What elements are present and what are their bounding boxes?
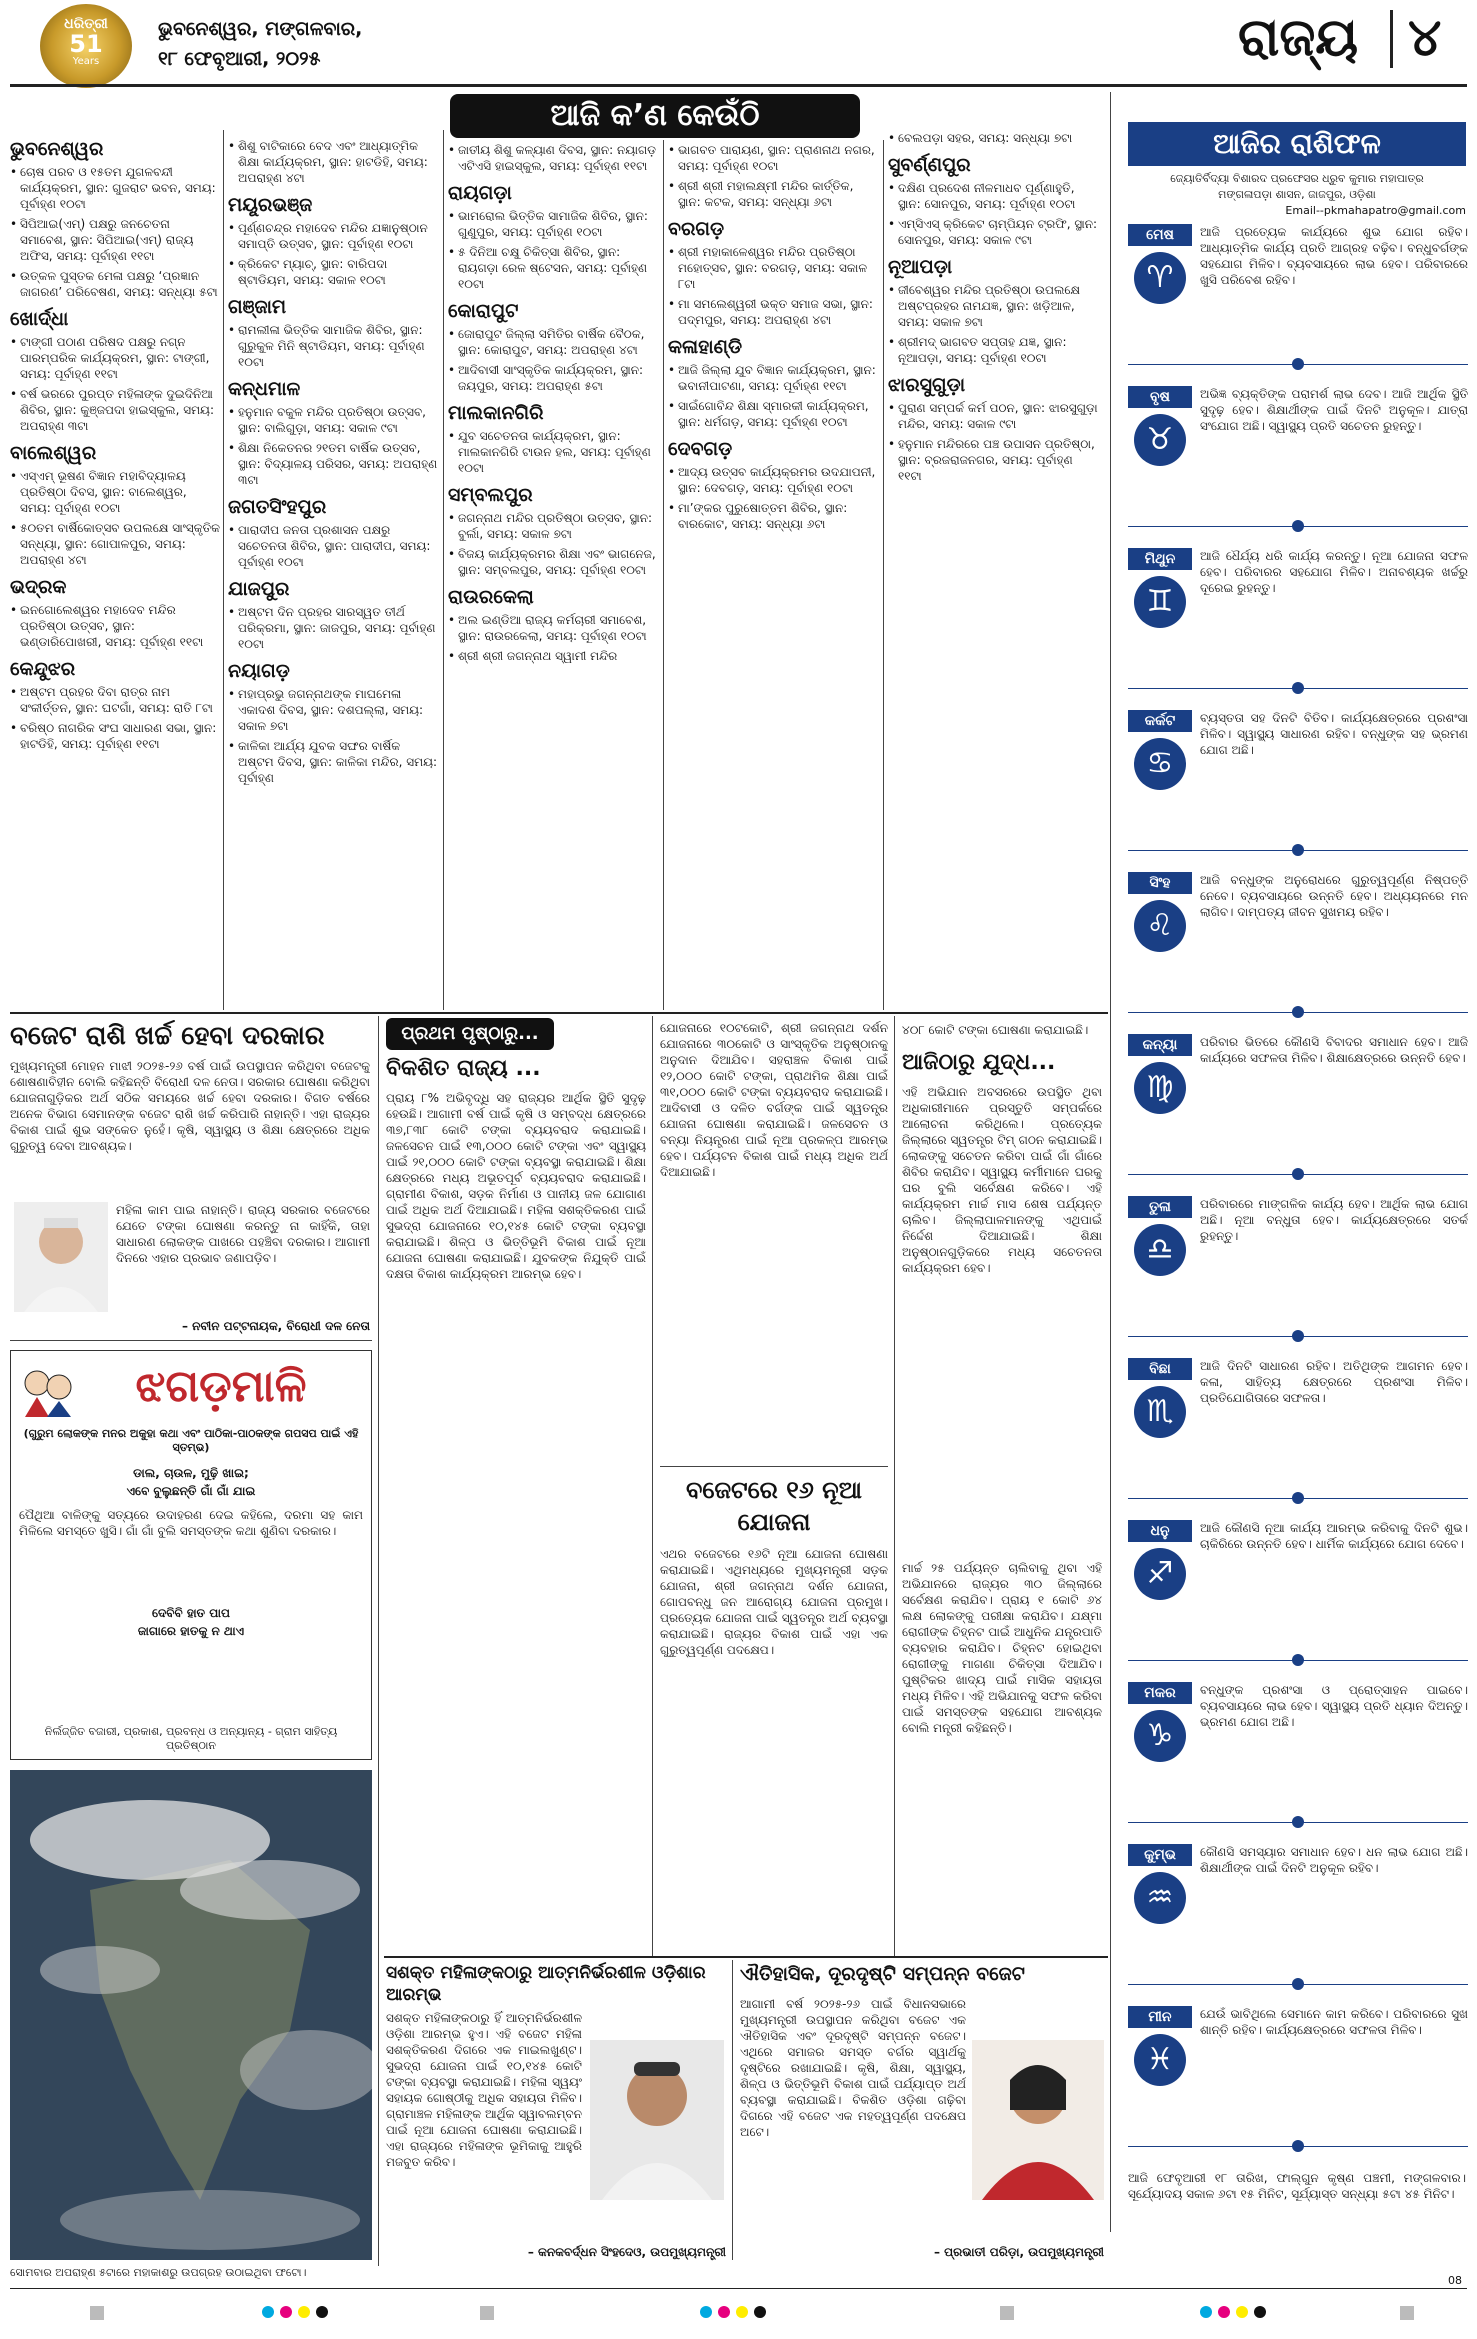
- zodiac-entry: [1128, 1358, 1468, 1512]
- event-item: • ଆଦ୍ୟ ଉତ୍ସବ କାର୍ଯ୍ୟକ୍ରମର ଉଦଯାପନୀ, ସ୍ଥାନ: ଦେବଗଡ଼, ସମୟ: ପୂର୍ବାହ୍ଣ ୧୦ଟା: [668, 464, 878, 496]
- horoscope-footer: ଆଜି ଫେବୃଆରୀ ୧୮ ତାରିଖ, ଫାଲ୍ଗୁନ କୃଷ୍ଣ ପଞ୍ଚମୀ, ମଙ୍ଗଳବାର। ସୂର୍ଯ୍ୟୋଦୟ ସକାଳ ୬ଟା ୧୫ ମିନିଟ, ସୂର୍ଯ୍ୟାସ୍ତ ସନ୍ଧ୍ୟା ୫ଟା ୪୫ ମିନିଟ।: [1128, 2171, 1466, 2201]
- city-heading: ମାଲକାନଗିରି: [448, 402, 544, 424]
- humor-text: ପୈଥିଆ ବାଳିଙ୍କୁ ସତ୍ୟରେ ଉଦାହରଣ ଦେଇ କହିଲେ, ଦରମା ସହ କାମ ମିଳିଲେ ସମସ୍ତେ ଖୁସି। ଗାଁ ଗାଁ ବୁଲି ସମସ୍ତଙ୍କ କଥା ଶୁଣିବା ଦରକାର।: [19, 1508, 363, 1538]
- yuddha-lead: ୪୦୮ କୋଟି ଟଙ୍କା ଘୋଷଣା କରାଯାଇଛି।: [902, 1023, 1089, 1037]
- budget-headline: ବଜେଟ ରାଶି ଖର୍ଚ୍ଚ ହେବା ଦରକାର: [10, 1021, 325, 1051]
- humor-quote-2: ଜାଗାରେ ହାତକୁ ନ ଥାଏ: [137, 1624, 245, 1638]
- logo-sub: Years: [72, 56, 100, 67]
- masthead: [0, 0, 1477, 92]
- zodiac-entry: [1128, 224, 1468, 378]
- zodiac-text: ଆଜି ପ୍ରତ୍ୟେକ କାର୍ଯ୍ୟରେ ଶୁଭ ଯୋଗ ରହିବ। ଆଧ୍ୟାତ୍ମିକ କାର୍ଯ୍ୟ ପ୍ରତି ଆଗ୍ରହ ବଢ଼ିବ। ବନ୍ଧୁବର୍ଗଙ୍କ ସହଯୋଗ ମିଳିବ। ବ୍ୟବସାୟରେ ଲାଭ ହେବ। ପରିବାରରେ ଖୁସି ପରିବେଶ ରହିବ।: [1200, 225, 1468, 287]
- divider: [443, 130, 444, 1010]
- city-heading: ଖୋର୍ଦ୍ଧା: [10, 308, 69, 330]
- divider: [384, 1956, 1108, 1958]
- city-heading: ଗଞ୍ଜାମ: [228, 296, 287, 318]
- zodiac-sign-icon: ♊: [1134, 576, 1186, 628]
- humor-box: [10, 1350, 372, 1760]
- city-heading: ଯାଜପୁର: [228, 578, 290, 600]
- zodiac-text: ପରିବାର ଭିତରେ କୌଣସି ବିବାଦର ସମାଧାନ ହେବ। ଆଜି କାର୍ଯ୍ୟରେ ସଫଳତା ମିଳିବ। ଶିକ୍ଷାକ୍ଷେତ୍ରରେ ଉନ୍ନତି ହେବ।: [1200, 1035, 1468, 1065]
- zodiac-entry: [1128, 710, 1468, 864]
- logo-years: 51: [69, 30, 103, 58]
- header-divider: [1390, 10, 1393, 68]
- divider: [652, 1016, 653, 1956]
- zodiac-text: ଆଜି କୌଣସି ନୂଆ କାର୍ଯ୍ୟ ଆରମ୍ଭ କରିବାକୁ ଦିନଟି ଶୁଭ। ଚାକିରିରେ ଉନ୍ନତି ହେବ। ଧାର୍ମିକ କାର୍ଯ୍ୟରେ ଯୋଗ ଦେବେ।: [1200, 1521, 1468, 1551]
- yuddha-body: ଏହି ଅଭିଯାନ ଅବସରରେ ଉପସ୍ଥିତ ଥିବା ଅଧିକାରୀମାନେ ପ୍ରସ୍ତୁତି ସମ୍ପର୍କରେ ଆଲୋଚନା କରିଥିଲେ। ପ୍ରତ୍ୟେକ ଜିଲ୍ଲାରେ ସ୍ୱତନ୍ତ୍ର ଟିମ୍ ଗଠନ କରାଯାଇଛି। ଲୋକଙ୍କୁ ସଚେତନ କରିବା ପାଇଁ ଗାଁ ଗାଁରେ ଶିବିର କରାଯିବ। ସ୍ୱାସ୍ଥ୍ୟ କର୍ମୀମାନେ ଘରକୁ ଘର ବୁଲି ସର୍ବେକ୍ଷଣ କରିବେ। ଏହି କାର୍ଯ୍ୟକ୍ରମ ମାର୍ଚ୍ଚ ମାସ ଶେଷ ପର୍ଯ୍ୟନ୍ତ ଚାଲିବ। ଜିଲ୍ଲାପାଳମାନଙ୍କୁ ଏଥିପାଇଁ ନିର୍ଦ୍ଦେଶ ଦିଆଯାଇଛି। ଶିକ୍ଷା ଅନୁଷ୍ଠାନଗୁଡ଼ିକରେ ମଧ୍ୟ ସଚେତନତା କାର୍ଯ୍ୟକ୍ରମ ହେବ।: [902, 1085, 1102, 1275]
- event-item: • ମହାପ୍ରଭୁ ଜଗନ୍ନାଥଙ୍କ ମାଘମେଳା ଏକାଦଶ ଦିବସ, ସ୍ଥାନ: ଦଶପଲ୍ଲା, ସମୟ: ସକାଳ ୭ଟା: [228, 686, 438, 734]
- event-item: • ଜୋରାପୁଟ ଜିଲ୍ଲା ସମିତିର ବାର୍ଷିକ ବୈଠକ, ସ୍ଥାନ: କୋରାପୁଟ, ସମୟ: ଅପରାହ୍ଣ ୪ଟା: [448, 326, 658, 358]
- events-col-5: [888, 130, 1098, 1010]
- horoscope-email: Email--pkmahapatro@gmail.com: [1285, 204, 1466, 217]
- continuation-tag: [386, 1018, 554, 1050]
- city-heading: କନ୍ଧମାଳ: [228, 378, 301, 400]
- city-heading: ରାୟଗଡ଼ା: [448, 182, 512, 204]
- event-item: • ହନୁମାନ ମନ୍ଦିରରେ ପଞ୍ଚ ଉପାସନ ପ୍ରତିଷ୍ଠା, ସ୍ଥାନ: ବ୍ରଜରାଜନଗର, ସମୟ: ପୂର୍ବାହ୍ଣ ୧୧ଟା: [888, 436, 1098, 484]
- zodiac-sign-icon: ♌: [1134, 900, 1186, 952]
- event-item: • ସିପିଆଇ(ଏମ୍) ପକ୍ଷରୁ ଜନଚେତନା ସମାବେଶ, ସ୍ଥାନ: ସିପିଆଇ(ଏମ୍) ରାଜ୍ୟ ଅଫିସ, ସମୟ: ପୂର୍ବାହ୍ଣ ୧୧ଟା: [10, 216, 220, 264]
- logo-text: ଧରିତ୍ରୀ: [64, 16, 108, 32]
- minister-photo-male: [590, 2040, 724, 2200]
- divider: [10, 1012, 1108, 1014]
- divider-dot: [1292, 1006, 1304, 1018]
- logo: [40, 4, 132, 88]
- zodiac-sign-icon: ♉: [1134, 414, 1186, 466]
- event-item: • ଆଦିବାସୀ ସାଂସ୍କୃତିକ କାର୍ଯ୍ୟକ୍ରମ, ସ୍ଥାନ: ଜୟପୁର, ସମୟ: ଅପରାହ୍ଣ ୫ଟା: [448, 362, 658, 394]
- zodiac-sign-icon: ♓: [1134, 2034, 1186, 2086]
- zodiac-text: ପରିବାରରେ ମାଙ୍ଗଳିକ କାର୍ଯ୍ୟ ହେବ। ଆର୍ଥିକ ଲାଭ ଯୋଗ ଅଛି। ନୂଆ ବନ୍ଧୁତା ହେବ। କାର୍ଯ୍ୟକ୍ଷେତ୍ରରେ ସତର୍କ ରୁହନ୍ତୁ।: [1200, 1197, 1468, 1243]
- continuation-headline: ବିକଶିତ ରାଜ୍ୟ ...: [386, 1056, 541, 1081]
- city-heading: ଭଦ୍ରକ: [10, 576, 67, 598]
- new-schemes-headline: ବଜେଟରେ ୧୬ ନୂଆ ଯୋଜନା: [686, 1476, 862, 1536]
- humor-footer: ନିର୍ଲଜ୍ଜିତ ବଜାରୀ, ପ୍ରକାଶ, ପ୍ରବନ୍ଧ ଓ ଅନ୍ୟାନ୍ୟ - ଗ୍ରାମ ସାହିତ୍ୟ ପ୍ରତିଷ୍ଠାନ: [44, 1725, 338, 1752]
- city-heading: ସୁବର୍ଣ୍ଣପୁର: [888, 154, 971, 176]
- zodiac-name: ମୀନ: [1128, 2006, 1192, 2028]
- zodiac-entry: [1128, 872, 1468, 1026]
- zodiac-name: ବୃଷ: [1128, 386, 1192, 408]
- events-banner-title: ଆଜି କ’ଣ କେଉଁଠି: [550, 98, 760, 133]
- event-item: • ବେଲପଡ଼ା ସହର, ସମୟ: ସନ୍ଧ୍ୟା ୭ଟା: [888, 130, 1098, 146]
- zodiac-text: ଅଭିଜ୍ଞ ବ୍ୟକ୍ତିଙ୍କ ପରାମର୍ଶ ଲାଭ ଦେବ। ଆଜି ଆର୍ଥିକ ସ୍ଥିତି ସୁଦୃଢ଼ ହେବ। ଶିକ୍ଷାର୍ଥୀଙ୍କ ପାଇଁ ଦିନଟି ଅନୁକୂଳ। ଯାତ୍ରା ସଂଯୋଗ ଅଛି। ସ୍ୱାସ୍ଥ୍ୟ ପ୍ରତି ସଚେତନ ରୁହନ୍ତୁ।: [1200, 387, 1468, 433]
- event-item: • ବରିଷ୍ଠ ନାଗରିକ ସଂଘ ସାଧାରଣ ସଭା, ସ୍ଥାନ: ହାଟଡିହି, ସମୟ: ପୂର୍ବାହ୍ଣ ୧୧ଟା: [10, 720, 220, 752]
- zodiac-name: ସିଂହ: [1128, 872, 1192, 894]
- event-item: • ଅଷ୍ଟମ ଦିନ ପ୍ରହର ସାରସ୍ୱତ ତୀର୍ଥ ପରିକ୍ରମା, ସ୍ଥାନ: ଜାଜପୁର, ସମୟ: ପୂର୍ବାହ୍ଣ ୧୦ଟା: [228, 604, 438, 652]
- divider-dot: [1292, 844, 1304, 856]
- event-item: • ଆଜି ଜିଲ୍ଲା ଯୁବ ବିଜ୍ଞାନ କାର୍ଯ୍ୟକ୍ରମ, ସ୍ଥାନ: ଭବାନୀପାଟଣା, ସମୟ: ପୂର୍ବାହ୍ଣ ୧୧ଟା: [668, 362, 878, 394]
- divider-dot: [1292, 1168, 1304, 1180]
- event-item: • ଇନଗୋଲେଶ୍ୱର ମହାଦେବ ମନ୍ଦିର ପ୍ରତିଷ୍ଠା ଉତ୍ସବ, ସ୍ଥାନ: ଭଣ୍ଡାରିପୋଖରୀ, ସମୟ: ପୂର୍ବାହ୍ଣ ୧୧ଟା: [10, 602, 220, 650]
- zodiac-entry: [1128, 1844, 1468, 1998]
- dateline: ଭୁବନେଶ୍ୱର, ମଙ୍ଗଳବାର,: [158, 18, 363, 40]
- event-item: • ସାଇଁଗୋବିନ୍ଦ ଶିକ୍ଷା ସ୍ମାରକୀ କାର୍ଯ୍ୟକ୍ରମ, ସ୍ଥାନ: ଧର୍ମଗଡ଼, ସମୟ: ପୂର୍ବାହ୍ଣ ୧୦ଟା: [668, 398, 878, 430]
- event-item: • ୫୦ତମ ବାର୍ଷିକୋତ୍ସବ ଉପଲକ୍ଷେ ସାଂସ୍କୃତିକ ସନ୍ଧ୍ୟା, ସ୍ଥାନ: ଗୋପାଳପୁର, ସମୟ: ଅପରାହ୍ଣ ୪ଟା: [10, 520, 220, 568]
- date: ୧୮ ଫେବୃଆରୀ, ୨୦୨୫: [158, 48, 321, 70]
- events-col-2: [228, 138, 438, 1010]
- events-col-1: [10, 130, 220, 1010]
- budget-body: [10, 1058, 370, 1198]
- event-item: • ଶିକ୍ଷା ନିକେତନର ୨୧ତମ ବାର୍ଷିକ ଉତ୍ସବ, ସ୍ଥାନ: ବିଦ୍ୟାଳୟ ପରିସର, ସମୟ: ଅପରାହ୍ଣ ୩ଟା: [228, 440, 438, 488]
- event-item: • କାଳିକା ଆର୍ଯ୍ୟ ଯୁବକ ସଙ୍ଘର ବାର୍ଷିକ ଅଷ୍ଟମ ଦିବସ, ସ୍ଥାନ: କାଳିକା ମନ୍ଦିର, ସମୟ: ପୂର୍ବାହ୍ଣ: [228, 738, 438, 786]
- zodiac-name: ମେଷ: [1128, 224, 1192, 246]
- event-item: • ଶ୍ରୀ ମହାକାଳେଶ୍ୱର ମନ୍ଦିର ପ୍ରତିଷ୍ଠା ମହୋତ୍ସବ, ସ୍ଥାନ: ବରଗଡ଼, ସମୟ: ସକାଳ ୮ଟା: [668, 244, 878, 292]
- zodiac-text: କୌଣସି ସମସ୍ୟାର ସମାଧାନ ହେବ। ଧନ ଲାଭ ଯୋଗ ଅଛି। ଶିକ୍ଷାର୍ଥୀଙ୍କ ପାଇଁ ଦିନଟି ଅନୁକୂଳ ରହିବ।: [1200, 1845, 1468, 1875]
- humor-line-1: ଡାଲ, ଚାଉଳ, ମୁଢ଼ି ଖାଇ;: [133, 1466, 249, 1480]
- zodiac-sign-icon: ♈: [1134, 252, 1186, 304]
- budget-body-2: ମହିଳା କାମ ପାଇ ନାହାନ୍ତି। ରାଜ୍ୟ ସରକାର ବଜେଟରେ ଯେତେ ଟଙ୍କା ଘୋଷଣା କରନ୍ତୁ ନା କାହିଁକି, ତାହା ସାଧାରଣ ଲୋକଙ୍କ ପାଖରେ ପହଞ୍ଚିବା ଦରକାର। ଆଗାମୀ ଦିନରେ ଏହାର ପ୍ରଭାବ ଜଣାପଡ଼ିବ।: [116, 1203, 370, 1265]
- event-item: • ପୁରାଣ ସମ୍ପର୍କ କର୍ମ ପଠନ, ସ୍ଥାନ: ଝାରସୁଗୁଡ଼ା ମନ୍ଦିର, ସମୟ: ସକାଳ ୯ଟା: [888, 400, 1098, 432]
- city-heading: ଭୁବନେଶ୍ୱର: [10, 138, 104, 160]
- divider: [663, 140, 664, 1010]
- zodiac-entry: [1128, 386, 1468, 540]
- zodiac-entry: [1128, 548, 1468, 702]
- page-number: ୪: [1408, 8, 1442, 68]
- zodiac-text: ଆଜି ଧୈର୍ଯ୍ୟ ଧରି କାର୍ଯ୍ୟ କରନ୍ତୁ। ନୂଆ ଯୋଜନା ସଫଳ ହେବ। ପରିବାରର ସହଯୋଗ ମିଳିବ। ଅନାବଶ୍ୟକ ଖର୍ଚ୍ଚରୁ ଦୂରେଇ ରୁହନ୍ତୁ।: [1200, 549, 1468, 595]
- event-item: • ପାରାଦୀପ ଜନତା ପ୍ରଶାସନ ପକ୍ଷରୁ ସଚେତନତା ଶିବିର, ସ୍ଥାନ: ପାରାଦୀପ, ସମୟ: ପୂର୍ବାହ୍ଣ ୧୦ଟା: [228, 522, 438, 570]
- satellite-caption: ସୋମବାର ଅପରାହ୍ଣ ୫ଟାରେ ମହାକାଶରୁ ଉପଗ୍ରହ ଉଠାଇଥିବା ଫଟୋ।: [10, 2266, 307, 2279]
- yuddha-body-2: ମାର୍ଚ୍ଚ ୨୫ ପର୍ଯ୍ୟନ୍ତ ଚାଲିବାକୁ ଥିବା ଏହି ଅଭିଯାନରେ ରାଜ୍ୟର ୩୦ ଜିଲ୍ଲାରେ ସର୍ବେକ୍ଷଣ କରାଯିବ। ପ୍ରାୟ ୧ କୋଟି ୬୪ ଲକ୍ଷ ଲୋକଙ୍କୁ ପରୀକ୍ଷା କରାଯିବ। ଯକ୍ଷ୍ମା ରୋଗୀଙ୍କ ଚିହ୍ନଟ ପାଇଁ ଆଧୁନିକ ଯନ୍ତ୍ରପାତି ବ୍ୟବହାର କରାଯିବ। ଚିହ୍ନଟ ହୋଇଥିବା ରୋଗୀଙ୍କୁ ମାଗଣା ଚିକିତ୍ସା ଦିଆଯିବ। ପୁଷ୍ଟିକର ଖାଦ୍ୟ ପାଇଁ ମାସିକ ସହାୟତା ମଧ୍ୟ ମିଳିବ। ଏହି ଅଭିଯାନକୁ ସଫଳ କରିବା ପାଇଁ ସମସ୍ତଙ୍କ ସହଯୋଗ ଆବଶ୍ୟକ ବୋଲି ମନ୍ତ୍ରୀ କହିଛନ୍ତି।: [902, 1561, 1102, 1735]
- zodiac-sign-icon: ♎: [1134, 1224, 1186, 1276]
- event-item: • ୫ ଦିନିଆ ଚକ୍ଷୁ ଚିକିତ୍ସା ଶିବିର, ସ୍ଥାନ: ରାୟଗଡ଼ା ରେଳ ଷ୍ଟେସନ, ସମୟ: ପୂର୍ବାହ୍ଣ ୧୦ଟା: [448, 244, 658, 292]
- divider-dot: [1292, 1492, 1304, 1504]
- city-heading: ବାଲେଶ୍ୱର: [10, 442, 97, 464]
- city-heading: କୋରାପୁଟ: [448, 300, 519, 322]
- event-item: • ଶ୍ରୀ ଶ୍ରୀ ଜଗନ୍ନାଥ ସ୍ୱାମୀ ମନ୍ଦିର: [448, 648, 658, 664]
- horoscope-title: ଆଜିର ରାଶିଫଳ: [1213, 127, 1381, 160]
- divider: [732, 1960, 733, 2260]
- zodiac-name: ବିଛା: [1128, 1358, 1192, 1380]
- divider-dot: [1292, 682, 1304, 694]
- city-heading: ଝାରସୁଗୁଡ଼ା: [888, 374, 966, 396]
- event-item: • ଭାମରୋଲ ଭିତ୍ତିକ ସାମାଜିକ ଶିବିର, ସ୍ଥାନ: ଗୁଣୁପୁର, ସମୟ: ପୂର୍ବାହ୍ଣ ୧୦ଟା: [448, 208, 658, 240]
- horoscope-address: ମଙ୍ଗଳାପଡ଼ା ଶାସନ, ଜାଜପୁର, ଓଡ଼ିଶା: [1218, 188, 1376, 201]
- women-body: ସଶକ୍ତ ମହିଳାଙ୍କଠାରୁ ହିଁ ଆତ୍ମନିର୍ଭରଶୀଳ ଓଡ଼ିଶା ଆରମ୍ଭ ହୁଏ। ଏହି ବଜେଟ ମହିଳା ସଶକ୍ତିକରଣ ଦିଗରେ ଏକ ମାଇଲଖୁଣ୍ଟ। ସୁଭଦ୍ରା ଯୋଜନା ପାଇଁ ୧୦,୧୪୫ କୋଟି ଟଙ୍କା ବ୍ୟବସ୍ଥା କରାଯାଇଛି। ମହିଳା ସ୍ୱୟଂ ସହାୟକ ଗୋଷ୍ଠୀକୁ ଅଧିକ ସହାୟତା ମିଳିବ। ଗ୍ରାମାଞ୍ଚଳ ମହିଳାଙ୍କ ଆର୍ଥିକ ସ୍ୱାବଲମ୍ବନ ପାଇଁ ନୂଆ ଯୋଜନା ଘୋଷଣା କରାଯାଇଛି। ଏହା ରାଜ୍ୟରେ ମହିଳାଙ୍କ ଭୂମିକାକୁ ଆହୁରି ମଜବୁତ କରିବ।: [386, 2011, 582, 2169]
- zodiac-text: ବନ୍ଧୁଙ୍କ ପ୍ରଶଂସା ଓ ପ୍ରୋତ୍ସାହନ ପାଇବେ। ବ୍ୟବସାୟରେ ଲାଭ ହେବ। ସ୍ୱାସ୍ଥ୍ୟ ପ୍ରତି ଧ୍ୟାନ ଦିଅନ୍ତୁ। ଭ୍ରମଣ ଯୋଗ ଅଛି।: [1200, 1683, 1468, 1729]
- continuation-body-2: ଯୋଜନାରେ ୧୦ଟକୋଟି, ଶ୍ରୀ ଜଗନ୍ନାଥ ଦର୍ଶନ ଯୋଜନାରେ ୩୦କୋଟି ଓ ସାଂସ୍କୃତିକ ଅନୁଷ୍ଠାନକୁ ଅନୁଦାନ ଦିଆଯିବ। ସହରାଞ୍ଚଳ ବିକାଶ ପାଇଁ ୧୨,୦୦୦ କୋଟି ଟଙ୍କା, ପ୍ରାଥମିକ ଶିକ୍ଷା ପାଇଁ ୩୧,୦୦୦ କୋଟି ଟଙ୍କା ବ୍ୟୟବରାଦ କରାଯାଇଛି। ଆଦିବାସୀ ଓ ଦଳିତ ବର୍ଗଙ୍କ ପାଇଁ ସ୍ୱତନ୍ତ୍ର ଯୋଜନା ଘୋଷଣା କରାଯାଇଛି। ଜଳସେଚନ ଓ ବନ୍ୟା ନିୟନ୍ତ୍ରଣ ପାଇଁ ନୂଆ ପ୍ରକଳ୍ପ ଆରମ୍ଭ ହେବ। ପର୍ଯ୍ୟଟନ ବିକାଶ ପାଇଁ ମଧ୍ୟ ଅଧିକ ଅର୍ଥ ଦିଆଯାଇଛି।: [660, 1021, 888, 1179]
- event-item: • ହନୁମାନ ବକୁଳ ମନ୍ଦିର ପ୍ରତିଷ୍ଠା ଉତ୍ସବ, ସ୍ଥାନ: ବାଲିଗୁଡ଼ା, ସମୟ: ସକାଳ ୯ଟା: [228, 404, 438, 436]
- city-heading: ମୟୂରଭଞ୍ଜ: [228, 194, 313, 216]
- city-heading: ଜଗତସିଂହପୁର: [228, 496, 327, 518]
- city-heading: ବରଗଡ଼: [668, 218, 725, 240]
- event-item: • ରାମଲୀଳା ଭିତ୍ତିକ ସାମାଜିକ ଶିବିର, ସ୍ଥାନ: ଗୁରୁକୁଳ ମିନି ଷ୍ଟାଡିୟମ, ସମୟ: ପୂର୍ବାହ୍ଣ ୧୦ଟା: [228, 322, 438, 370]
- zodiac-sign-icon: ♑: [1134, 1710, 1186, 1762]
- event-item: • ଉତ୍କଳ ପୁସ୍ତକ ମେଳା ପକ୍ଷରୁ ‘ପ୍ରଜ୍ଞାନ ଜାଗରଣ’ ପରିବେଷଣ, ସମୟ: ସନ୍ଧ୍ୟା ୫ଟା: [10, 268, 220, 300]
- zodiac-entry: [1128, 2006, 1468, 2160]
- events-col-4: [668, 142, 878, 1010]
- city-heading: ନୟାଗଡ଼: [228, 660, 290, 682]
- yuddha-headline: ଆଜିଠାରୁ ଯୁଦ୍ଧ...: [902, 1050, 1056, 1075]
- event-item: • ଜାତୀୟ ଶିଶୁ କଳ୍ୟାଣ ଦିବସ, ସ୍ଥାନ: ନୟାଗଡ଼ ଏଟିଏସି ହାଇସ୍କୁଲ, ସମୟ: ପୂର୍ବାହ୍ଣ ୧୧ଟା: [448, 142, 658, 174]
- humor-title: ଝଗଡ଼ମାଳି: [135, 1361, 307, 1412]
- zodiac-sign-icon: ♐: [1134, 1548, 1186, 1600]
- zodiac-sign-icon: ♏: [1134, 1386, 1186, 1438]
- city-heading: ନୂଆପଡ଼ା: [888, 256, 953, 278]
- portrait-photo: [14, 1202, 108, 1312]
- zodiac-name: ମିଥୁନ: [1128, 548, 1192, 570]
- event-item: • ଟାଙ୍ଗୀ ପଠାଣ ପରିଷଦ ପକ୍ଷରୁ ନଗ୍ନ ପାରମ୍ପରିକ କାର୍ଯ୍ୟକ୍ରମ, ସ୍ଥାନ: ଟାଙ୍ଗୀ, ସମୟ: ପୂର୍ବାହ୍ଣ ୧୧ଟା: [10, 334, 220, 382]
- minister-photo-female: [972, 2040, 1104, 2200]
- city-heading: ସମ୍ବଲପୁର: [448, 484, 533, 506]
- budget-quote-by: – ନବୀନ ପଟ୍ଟନାୟକ, ବିରୋଧୀ ଦଳ ନେତା: [181, 1319, 370, 1333]
- divider: [1110, 92, 1111, 2232]
- humor-subtitle: (ଗୁରୁମ ଲୋକଙ୍କ ମନର ଅକୁହା କଥା ଏବଂ ପାଠିକା-ପାଠକଙ୍କ ଗପସପ ପାଇଁ ଏହି ସ୍ତମ୍ଭ): [23, 1427, 359, 1454]
- zodiac-text: ବ୍ୟସ୍ତତା ସହ ଦିନଟି ବିତିବ। କାର୍ଯ୍ୟକ୍ଷେତ୍ରରେ ପ୍ରଶଂସା ମିଳିବ। ସ୍ୱାସ୍ଥ୍ୟ ସାଧାରଣ ରହିବ। ବନ୍ଧୁଙ୍କ ସହ ଭ୍ରମଣ ଯୋଗ ଅଛି।: [1200, 711, 1468, 757]
- event-item: • ମା ସମଲେଶ୍ୱରୀ ଭକ୍ତ ସମାଜ ସଭା, ସ୍ଥାନ: ପଦ୍ମପୁର, ସମୟ: ଅପରାହ୍ଣ ୪ଟା: [668, 296, 878, 328]
- humor-quote: ଦେବିବି ହାତ ପାପ: [152, 1606, 230, 1620]
- continuation-body: ପ୍ରାୟ ୮% ଅଭିବୃଦ୍ଧି ସହ ରାଜ୍ୟର ଆର୍ଥିକ ସ୍ଥିତି ସୁଦୃଢ଼ ହେଉଛି। ଆଗାମୀ ବର୍ଷ ପାଇଁ କୃଷି ଓ ସମ୍ବଦ୍ଧ କ୍ଷେତ୍ରରେ ୩୭,୮୩୮ କୋଟି ଟଙ୍କା ବ୍ୟୟବରାଦ କରାଯାଇଛି। ଜଳସେଚନ ପାଇଁ ୧୩,୦୦୦ କୋଟି ଟଙ୍କା ଏବଂ ସ୍ୱାସ୍ଥ୍ୟ ପାଇଁ ୨୧,୦୦୦ କୋଟି ଟଙ୍କା ବ୍ୟବସ୍ଥା କରାଯାଇଛି। ଶିକ୍ଷା କ୍ଷେତ୍ରରେ ମଧ୍ୟ ଅଭୂତପୂର୍ବ ବ୍ୟୟବରାଦ କରାଯାଇଛି। ଗ୍ରାମୀଣ ବିକାଶ, ସଡ଼କ ନିର୍ମାଣ ଓ ପାନୀୟ ଜଳ ଯୋଗାଣ ପାଇଁ ଅଧିକ ଅର୍ଥ ଦିଆଯାଇଛି। ମହିଳା ସଶକ୍ତିକରଣ ପାଇଁ ସୁଭଦ୍ରା ଯୋଜନାରେ ୧୦,୧୪୫ କୋଟି ଟଙ୍କା ବ୍ୟବସ୍ଥା କରାଯାଇଛି। ଶିଳ୍ପ ଓ ଭିତ୍ତିଭୂମି ବିକାଶ ପାଇଁ ନୂଆ ଯୋଜନା ଘୋଷଣା କରାଯାଇଛି। ଯୁବକଙ୍କ ନିଯୁକ୍ତି ପାଇଁ ଦକ୍ଷତା ବିକାଶ କାର୍ଯ୍ୟକ୍ରମ ଆରମ୍ଭ ହେବ।: [386, 1091, 646, 1281]
- horoscope-byline: ଜ୍ୟୋତିର୍ବିଦ୍ୟା ବିଶାରଦ ପ୍ରଫେସର ଧ୍ରୁବ କୁମାର ମହାପାତ୍ର: [1170, 172, 1424, 185]
- event-item: • ମା’ଙ୍କର ପୁରୁଷୋତ୍ତମ ଶିବିର, ସ୍ଥାନ: ବାରକୋଟ, ସମୟ: ସନ୍ଧ୍ୟା ୬ଟା: [668, 500, 878, 532]
- budget-body-text: ମୁଖ୍ୟମନ୍ତ୍ରୀ ମୋହନ ମାଝୀ ୨୦୨୫-୨୬ ବର୍ଷ ପାଇଁ ଉପସ୍ଥାପନ କରିଥିବା ବଜେଟକୁ ଶୋଷଣାବିହୀନ ବୋଲି କହିଛନ୍ତି ବିରୋଧୀ ଦଳ ନେତା। ସରକାର ଘୋଷଣା କରିଥିବା ଯୋଜନାଗୁଡ଼ିକର ଅର୍ଥ ସଠିକ ସମୟରେ ଖର୍ଚ୍ଚ ହେବା ଦରକାର। ବିଗତ ବର୍ଷରେ ଅନେକ ବିଭାଗ ସେମାନଙ୍କ ବଜେଟ ରାଶି ଖର୍ଚ୍ଚ କରିପାରି ନାହାନ୍ତି। ଏହା ରାଜ୍ୟର ବିକାଶ ପାଇଁ ଶୁଭ ସଙ୍କେତ ନୁହେଁ। କୃଷି, ସ୍ୱାସ୍ଥ୍ୟ ଓ ଶିକ୍ଷା କ୍ଷେତ୍ରରେ ଅଧିକ ଗୁରୁତ୍ୱ ଦେବା ଆବଶ୍ୟକ।: [10, 1059, 370, 1153]
- event-item: • ଶିଶୁ ବାଟିକାରେ ବେଦ ଏବଂ ଆଧ୍ୟାତ୍ମିକ ଶିକ୍ଷା କାର୍ଯ୍ୟକ୍ରମ, ସ୍ଥାନ: ହାଟଡିହି, ସମୟ: ଅପରାହ୍ଣ ୪ଟା: [228, 138, 438, 186]
- zodiac-sign-icon: ♋: [1134, 738, 1186, 790]
- divider: [223, 130, 224, 1010]
- page-footer-number: 08: [1448, 2274, 1462, 2287]
- header-rule: [10, 84, 1467, 87]
- event-item: • ପୂର୍ଣ୍ଣଚନ୍ଦ୍ର ମହାଦେବ ମନ୍ଦିର ଯଜ୍ଞାନୁଷ୍ଠାନ ସମାପ୍ତି ଉତ୍ସବ, ସ୍ଥାନ: ପୂର୍ବାହ୍ଣ ୧୦ଟା: [228, 220, 438, 252]
- city-heading: ରାଉରକେଲା: [448, 586, 534, 608]
- horoscope-title-bar: [1128, 122, 1466, 166]
- zodiac-name: କନ୍ୟା: [1128, 1034, 1192, 1056]
- zodiac-entry: [1128, 1034, 1468, 1188]
- zodiac-text: ଯେଉଁ ଭାବିଥିଲେ ସେମାନେ କାମ କରିବେ। ପରିବାରରେ ସୁଖ ଶାନ୍ତି ରହିବ। କାର୍ଯ୍ୟକ୍ଷେତ୍ରରେ ସଫଳତା ମିଳିବ।: [1200, 2007, 1468, 2037]
- event-item: • ଜଗନ୍ନାଥ ମନ୍ଦିର ପ୍ରତିଷ୍ଠା ଉତ୍ସବ, ସ୍ଥାନ: ବୁର୍ଲା, ସମୟ: ସକାଳ ୭ଟା: [448, 510, 658, 542]
- event-item: • ଦକ୍ଷିଣ ପ୍ରଦେଶ ନୀଳମାଧବ ପୂର୍ଣ୍ଣାହୁତି, ସ୍ଥାନ: ସୋନପୁର, ସମୟ: ପୂର୍ବାହ୍ଣ ୧୦ଟା: [888, 180, 1098, 212]
- city-heading: ଦେବଗଡ଼: [668, 438, 733, 460]
- zodiac-sign-icon: ♒: [1134, 1872, 1186, 1924]
- event-item: • ଶ୍ରୀମଦ୍ ଭାଗବତ ସପ୍ତାହ ଯଜ୍ଞ, ସ୍ଥାନ: ନୂଆପଡ଼ା, ସମୟ: ପୂର୍ବାହ୍ଣ ୧୦ଟା: [888, 334, 1098, 366]
- event-item: • ଅଷ୍ଟମ ପ୍ରହର ଦିବା ରାତ୍ର ନାମ ସଂକୀର୍ତ୍ତନ, ସ୍ଥାନ: ଘଟଗାଁ, ସମୟ: ରାତି ୮ଟା: [10, 684, 220, 716]
- divider: [10, 1340, 372, 1341]
- events-banner: [450, 94, 860, 138]
- historic-headline: ଐତିହାସିକ, ଦୂରଦୃଷ୍ଟି ସମ୍ପନ୍ନ ବଜେଟ: [740, 1963, 1025, 1985]
- event-item: • ବର୍ଷ ଭରରେ ପୁରପ୍ତ ମହିଳାଙ୍କ ଦୁଇଦିନିଆ ଶିବିର, ସ୍ଥାନ: କୁଞ୍ଜପଦା ହାଇସ୍କୁଲ, ସମୟ: ଅପରାହ୍ଣ ୩ଟା: [10, 386, 220, 434]
- divider-dot: [1292, 1654, 1304, 1666]
- cartoon-icon: [19, 1363, 75, 1419]
- divider-dot: [1292, 358, 1304, 370]
- divider-dot: [1292, 1330, 1304, 1342]
- zodiac-entry: [1128, 1520, 1468, 1674]
- zodiac-text: ଆଜି ବନ୍ଧୁଙ୍କ ଅନୁରୋଧରେ ଗୁରୁତ୍ୱପୂର୍ଣ୍ଣ ନିଷ୍ପତ୍ତି ନେବେ। ବ୍ୟବସାୟରେ ଉନ୍ନତି ହେବ। ଅଧ୍ୟୟନରେ ମନ ଲାଗିବ। ଦାମ୍ପତ୍ୟ ଜୀବନ ସୁଖମୟ ରହିବ।: [1200, 873, 1468, 919]
- city-heading: କଳାହାଣ୍ଡି: [668, 336, 743, 358]
- footer-rule: [10, 2288, 1467, 2289]
- divider-dot: [1292, 520, 1304, 532]
- continuation-tag-text: ପ୍ରଥମ ପୃଷ୍ଠାରୁ...: [401, 1023, 539, 1044]
- women-quote-by: – କନକବର୍ଦ୍ଧନ ସିଂହଦେଓ, ଉପମୁଖ୍ୟମନ୍ତ୍ରୀ: [527, 2245, 726, 2259]
- event-item: • ବିଜୟ କାର୍ଯ୍ୟକ୍ରମର ଶିକ୍ଷା ଏବଂ ଭାଗନେଜ, ସ୍ଥାନ: ସମ୍ବଲପୁର, ସମୟ: ପୂର୍ବାହ୍ଣ ୧୦ଟା: [448, 546, 658, 578]
- event-item: • ଶ୍ରୀ ଶ୍ରୀ ମହାଲକ୍ଷ୍ମୀ ମନ୍ଦିର କାର୍ତ୍ତିକ, ସ୍ଥାନ: କଟକ, ସମୟ: ସନ୍ଧ୍ୟା ୬ଟା: [668, 178, 878, 210]
- zodiac-entry: [1128, 1682, 1468, 1836]
- historic-body: ଆଗାମୀ ବର୍ଷ ୨୦୨୫-୨୬ ପାଇଁ ବିଧାନସଭାରେ ମୁଖ୍ୟମନ୍ତ୍ରୀ ଉପସ୍ଥାପନ କରିଥିବା ବଜେଟ ଏକ ଐତିହାସିକ ଏବଂ ଦୂରଦୃଷ୍ଟି ସମ୍ପନ୍ନ ବଜେଟ। ଏଥିରେ ସମାଜର ସମସ୍ତ ବର୍ଗର ସ୍ୱାର୍ଥକୁ ଦୃଷ୍ଟିରେ ରଖାଯାଇଛି। କୃଷି, ଶିକ୍ଷା, ସ୍ୱାସ୍ଥ୍ୟ, ଶିଳ୍ପ ଓ ଭିତ୍ତିଭୂମି ବିକାଶ ପାଇଁ ପର୍ଯ୍ୟାପ୍ତ ଅର୍ଥ ବ୍ୟବସ୍ଥା କରାଯାଇଛି। ବିକଶିତ ଓଡ଼ିଶା ଗଢ଼ିବା ଦିଗରେ ଏହି ବଜେଟ ଏକ ମହତ୍ୱପୂର୍ଣ୍ଣ ପଦକ୍ଷେପ ଅଟେ।: [740, 1997, 966, 2139]
- divider: [660, 1466, 888, 1467]
- divider-dot: [1292, 2140, 1304, 2152]
- event-item: • ଭାଗବତ ପାରାୟଣ, ସ୍ଥାନ: ପ୍ରାଣନାଥ ନଗର, ସମୟ: ପୂର୍ବାହ୍ଣ ୧୦ଟା: [668, 142, 878, 174]
- zodiac-text: ଆଜି ଦିନଟି ସାଧାରଣ ରହିବ। ଅତିଥିଙ୍କ ଆଗମନ ହେବ। କଳା, ସାହିତ୍ୟ କ୍ଷେତ୍ରରେ ପ୍ରଶଂସା ମିଳିବ। ପ୍ରତିଯୋଗିତାରେ ସଫଳତା।: [1200, 1359, 1468, 1405]
- section-title: ରାଜ୍ୟ: [1238, 8, 1359, 68]
- zodiac-sign-icon: ♍: [1134, 1062, 1186, 1114]
- zodiac-name: ତୁଳା: [1128, 1196, 1192, 1218]
- event-item: • ଯୁବ ସଚେତନତା କାର୍ଯ୍ୟକ୍ରମ, ସ୍ଥାନ: ମାଲକାନଗିରି ଟାଉନ ହଲ, ସମୟ: ପୂର୍ବାହ୍ଣ ୧୦ଟା: [448, 428, 658, 476]
- zodiac-name: କର୍କଟ: [1128, 710, 1192, 732]
- event-item: • ଅଲ ଇଣ୍ଡିଆ ରାଜ୍ୟ କର୍ମଚାରୀ ସମାବେଶ, ସ୍ଥାନ: ରାଉରକେଲା, ସମୟ: ପୂର୍ବାହ୍ଣ ୧୦ଟା: [448, 612, 658, 644]
- event-item: • ଏମ୍‌ସିଏସ୍ କ୍ରିକେଟ ଚାମ୍ପିୟନ ଟ୍ରଫି, ସ୍ଥାନ: ସୋନପୁର, ସମୟ: ସକାଳ ୯ଟା: [888, 216, 1098, 248]
- city-heading: କେନ୍ଦୁଝର: [10, 658, 76, 680]
- event-item: • ଜୀବେଶ୍ୱର ମନ୍ଦିର ପ୍ରତିଷ୍ଠା ଉପଲକ୍ଷେ ଅଷ୍ଟପ୍ରହର ନାମଯଜ୍ଞ, ସ୍ଥାନ: ଖଡ଼ିଆଳ, ସମୟ: ସକାଳ ୭ଟା: [888, 282, 1098, 330]
- zodiac-entry: [1128, 1196, 1468, 1350]
- divider-dot: [1292, 1816, 1304, 1828]
- registration-marks: [0, 2300, 1477, 2330]
- divider-dot: [1292, 1978, 1304, 1990]
- women-headline: ସଶକ୍ତ ମହିଳାଙ୍କଠାରୁ ଆତ୍ମନିର୍ଭରଶୀଳ ଓଡ଼ିଶାର ଆରମ୍ଭ: [386, 1963, 706, 2005]
- new-schemes-body: ଏଥର ବଜେଟରେ ୧୬ଟି ନୂଆ ଯୋଜନା ଘୋଷଣା କରାଯାଇଛି। ଏଥିମଧ୍ୟରେ ମୁଖ୍ୟମନ୍ତ୍ରୀ ସଡ଼କ ଯୋଜନା, ଶ୍ରୀ ଜଗନ୍ନାଥ ଦର୍ଶନ ଯୋଜନା, ଗୋପବନ୍ଧୁ ଜନ ଆରୋଗ୍ୟ ଯୋଜନା ପ୍ରମୁଖ। ପ୍ରତ୍ୟେକ ଯୋଜନା ପାଇଁ ସ୍ୱତନ୍ତ୍ର ଅର୍ଥ ବ୍ୟବସ୍ଥା କରାଯାଇଛି। ରାଜ୍ୟର ବିକାଶ ପାଇଁ ଏହା ଏକ ଗୁରୁତ୍ୱପୂର୍ଣ୍ଣ ପଦକ୍ଷେପ।: [660, 1547, 888, 1657]
- event-item: • କ୍ରିକେଟ ମ୍ୟାଚ୍, ସ୍ଥାନ: ବାରିପଦା ଷ୍ଟାଡିୟମ, ସମୟ: ସକାଳ ୧୦ଟା: [228, 256, 438, 288]
- divider: [883, 140, 884, 1010]
- satellite-image: [10, 1770, 372, 2260]
- event-item: • ଚୋଷ ପରବ ଓ ୧୫ତମ ଯୁଗଳବନ୍ଦୀ କାର୍ଯ୍ୟକ୍ରମ, ସ୍ଥାନ: ଗୁଜରାଟ ଭବନ, ସମୟ: ପୂର୍ବାହ୍ଣ ୧୦ଟା: [10, 164, 220, 212]
- divider: [378, 1016, 379, 2266]
- event-item: • ଏସ୍‌ଏମ୍ ଭୂଷଣ ବିଜ୍ଞାନ ମହାବିଦ୍ୟାଳୟ ପ୍ରତିଷ୍ଠା ଦିବସ, ସ୍ଥାନ: ବାଲେଶ୍ୱର, ସମୟ: ପୂର୍ବାହ୍ଣ ୧୦ଟା: [10, 468, 220, 516]
- humor-line-2: ଏବେ ବୁଲୁଛନ୍ତି ଗାଁ ଗାଁ ଯାଇ: [126, 1484, 256, 1498]
- divider: [894, 1016, 895, 1956]
- zodiac-name: କୁମ୍ଭ: [1128, 1844, 1192, 1866]
- events-col-3: [448, 142, 658, 1010]
- zodiac-name: ମକର: [1128, 1682, 1192, 1704]
- historic-quote-by: – ପ୍ରଭାତୀ ପରିଡ଼ା, ଉପମୁଖ୍ୟମନ୍ତ୍ରୀ: [934, 2245, 1104, 2259]
- zodiac-name: ଧନୁ: [1128, 1520, 1192, 1542]
